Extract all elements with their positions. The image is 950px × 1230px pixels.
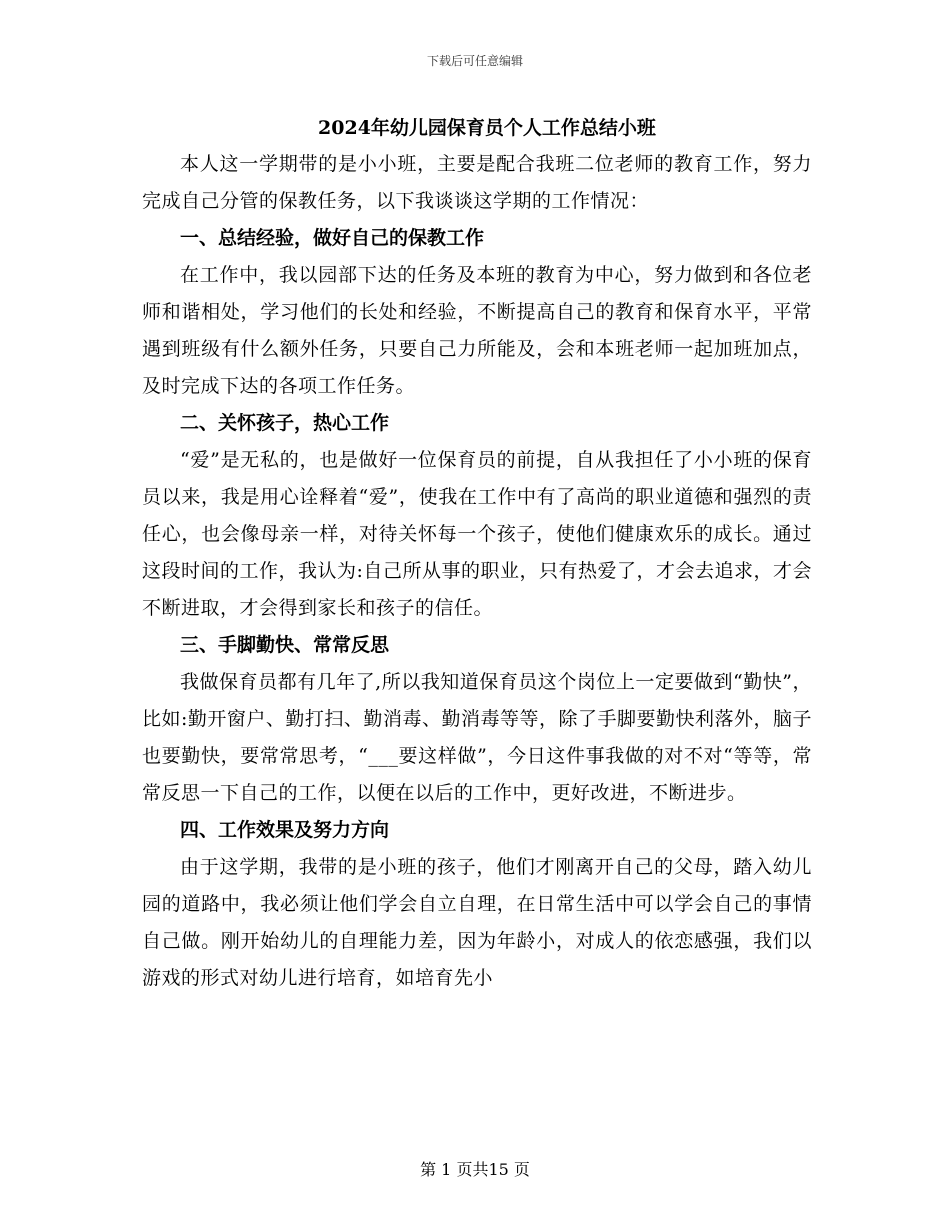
footer-page-number: 1: [441, 1160, 452, 1179]
section-heading-4: 四、工作效果及努力方向: [180, 819, 390, 841]
document-title: 2024年幼儿园保育员个人工作总结小班: [318, 117, 656, 139]
intro-paragraph: 本人这一学期带的是小小班，主要是配合我班二位老师的教育工作，努力完成自己分管的保教任务，以下我谈谈这学期的工作情况：: [142, 153, 812, 212]
section-heading-2: 二、关怀孩子，热心工作: [180, 412, 390, 434]
footer-suffix: 页: [513, 1160, 530, 1179]
footer-prefix: 第: [420, 1160, 437, 1179]
footer-middle: 页共: [456, 1160, 489, 1179]
footer-total-pages: 15: [488, 1160, 509, 1179]
section-heading-3: 三、手脚勤快、常常反思: [180, 634, 390, 656]
section-body-1: 在工作中，我以园部下达的任务及本班的教育为中心，努力做到和各位老师和谐相处，学习他们的长处和经验，不断提高自己的教育和保育水平，平常遇到班级有什么额外任务，只要自己力所能及，会和本班老师一起加班加点，及时完成下达的各项工作任务。: [142, 264, 812, 397]
document-body: [142, 110, 812, 997]
section-body-4: 由于这学期，我带的是小班的孩子，他们才刚离开自己的父母，踏入幼儿园的道路中，我必须让他们学会自立自理，在日常生活中可以学会自己的事情自己做。刚开始幼儿的自理能力差，因为年龄小，对成人的依恋感强，我们以游戏的形式对幼儿进行培育，如培育先小: [142, 856, 812, 989]
section-heading-1: 一、总结经验，做好自己的保教工作: [180, 227, 485, 249]
section-body-3: 我做保育员都有几年了,所以我知道保育员这个岗位上一定要做到“勤快”，比如:勤开窗户、勤打扫、勤消毒、勤消毒等等，除了手脚要勤快利落外，脑子也要勤快，要常常思考，“___要这样做”，今日这件事我做的对不对“等等，常常反思一下自己的工作，以便在以后的工作中，更好改进，不断进步。: [142, 671, 812, 804]
header-note: 下载后可任意编辑: [426, 54, 523, 68]
section-body-2: “爱”是无私的，也是做好一位保育员的前提，自从我担任了小小班的保育员以来，我是用心诠释着“爱”，使我在工作中有了高尚的职业道德和强烈的责任心，也会像母亲一样，对待关怀每一个孩子，使他们健康欢乐的成长。通过这段时间的工作，我认为:自己所从事的职业，只有热爱了，才会去追求，才会不断进取，才会得到家长和孩子的信任。: [142, 449, 812, 619]
page-footer: [0, 1157, 950, 1180]
